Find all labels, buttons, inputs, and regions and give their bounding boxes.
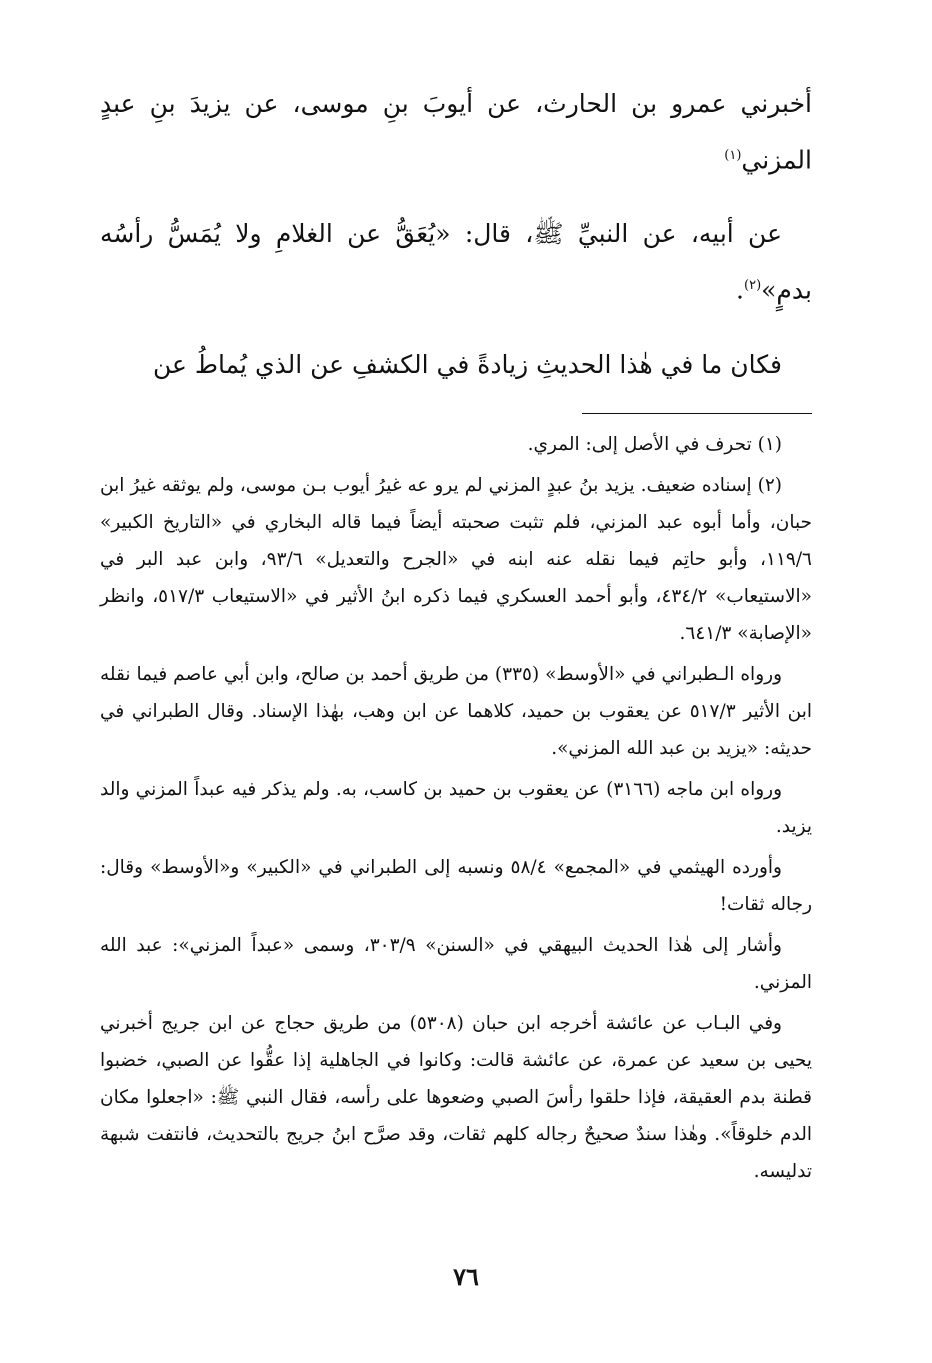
main-text [100,78,812,391]
page-number: ٧٦ [453,1262,479,1291]
main-paragraph-3: فكان ما في هٰذا الحديثِ زيادةً في الكشفِ عن الذي يُماطُ عن [152,349,782,379]
footnote-1: (١) تحرف في الأصل إلى: المري. [527,433,782,455]
footnote-2: (٢) إسناده ضعيف. يزيد بنُ عبدٍ المزني لم يرو عه غيرُ أيوب بـن موسى، ولم يوثقه غيرُ ابن حبان، وأما أبوه عبد المزني، فلم تثبت صحبته أيضاً فيما قاله البخاري في «التاريخ الكبير» ١١٩/٦، وأبو حاتِم فيما نقله عنه ابنه في «الجرح والتعديل» ٩٣/٦، وابن عبد البر في «الاستيعاب» ٤٣٤/٢، وأبو أحمد العسكري فيما ذكره ابنُ الأثير في «الاستيعاب ٥١٧/٣، وانظر «الإصابة» ٦٤١/٣. [100,474,812,644]
footnote-ref-2: (٢) [744,278,762,294]
main-paragraph-2: عن أبيه، عن النبيِّ ﷺ، قال: «يُعَقُّ عن الغلامِ ولا يُمَسُّ رأسُه بدمٍ»$^{(٢)}$. [100,219,812,305]
main-paragraph-1: أخبرني عمرو بن الحارث، عن أيوبَ بنِ موسى، عن يزيدَ بنِ عبدٍ المزني$^{(١)}$ [100,89,812,175]
footnote-ref-1: (١) [724,148,742,163]
footnote-paragraph: ورواه ابن ماجه (٣١٦٦) عن يعقوب بن حميد بن كاسب، به. ولم يذكر فيه عبداً المزني والد يزيد. [100,778,812,837]
footnote-paragraph: وفي البـاب عن عائشة أخرجه ابن حبان (٥٣٠٨) من طريق حجاج عن ابن جريج أخبرني يحيى بن سعيد عن عمرة، عن عائشة قالت: وكانوا في الجاهلية إذا عقُّوا عن الصبي، خضبوا قطنة بدم العقيقة، فإذا حلقوا رأسَ الصبي وضعوها على رأسه، فقال النبي ﷺ: «اجعلوا مكان الدم خلوقاً». وهٰذا سندٌ صحيحٌ رجاله كلهم ثقات، وقد صرَّح ابنُ جريج بالتحديث، فانتفت شبهة تدليسه. [100,1012,812,1182]
footnote-paragraph: ورواه الـطبراني في «الأوسط» (٣٣٥) من طريق أحمد بن صالح، وابن أبي عاصم فيما نقله ابن الأثير ٥١٧/٣ عن يعقوب بن حميد، كلاهما عن ابن وهب، بهٰذا الإسناد. وقال الطبراني في حديثه: «يزيد بن عبد الله المزني». [100,663,813,759]
footnote-paragraph: وأشار إلى هٰذا الحديث البيهقي في «السنن» ٣٠٣/٩، وسمى «عبداً المزني»: عبد الله المزني. [100,934,812,993]
footnote-separator [582,413,812,414]
footnotes [100,426,812,1190]
footnote-paragraph: وأورده الهيثمي في «المجمع» ٥٨/٤ ونسبه إلى الطبراني في «الكبير» و«الأوسط» وقال: رجاله ثقات! [100,856,812,915]
document-page [100,78,812,1194]
